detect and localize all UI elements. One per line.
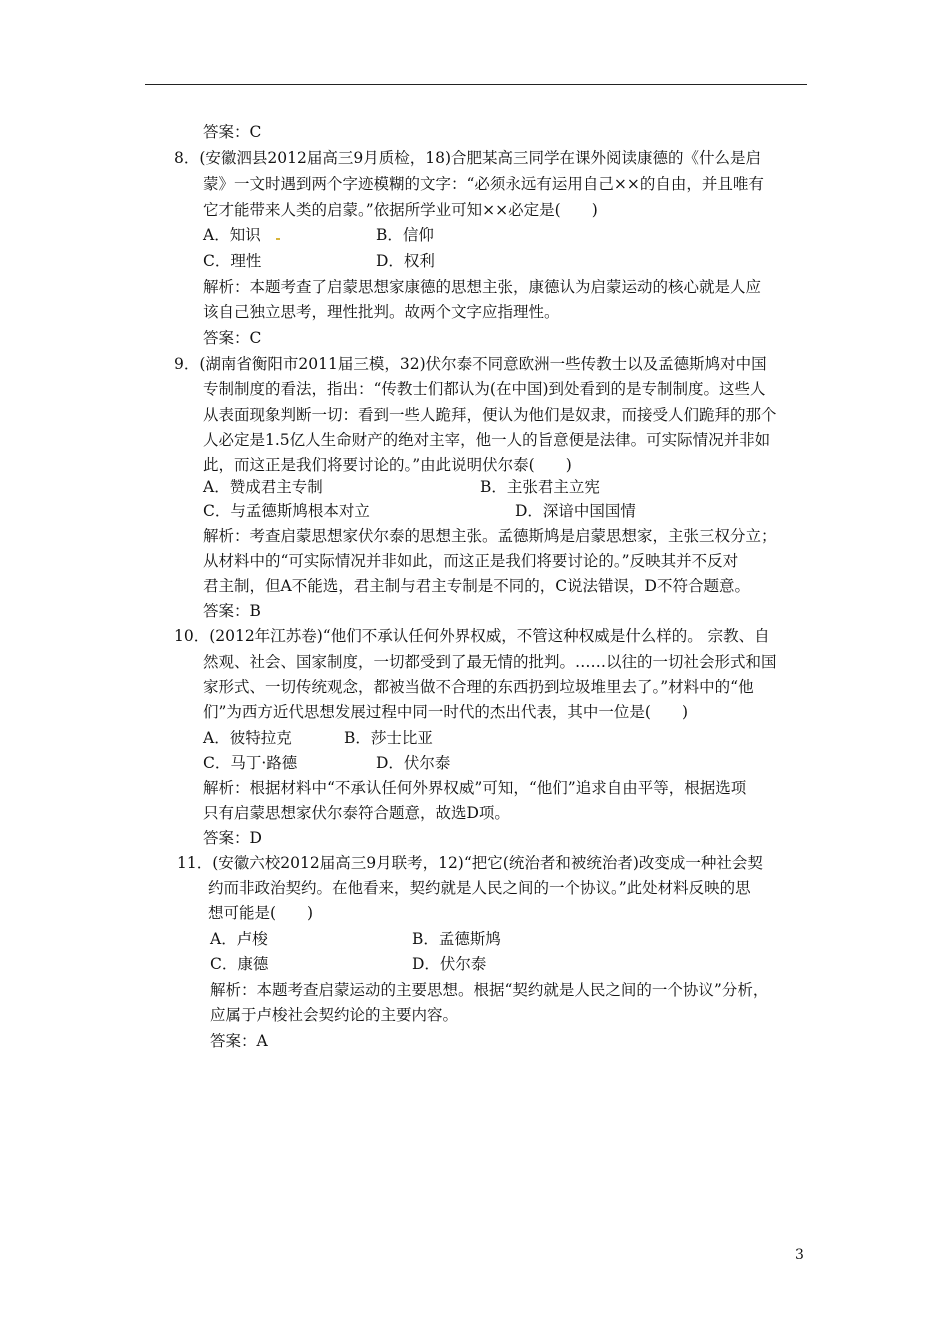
q9-analysis-line-1: 解析：考查启蒙思想家伏尔泰的思想主张。孟德斯鸠是启蒙思想家，主张三权分立； — [203, 527, 777, 545]
q9-analysis-line-3: 君主制，但A不能选，君主制与君主专制是不同的，C说法错误，D不符合题意。 — [203, 577, 750, 595]
q11-analysis-line-1: 解析：本题考查启蒙运动的主要思想。根据“契约就是人民之间的一个协议”分析， — [210, 981, 769, 999]
q9-option-c: C．与孟德斯鸠根本对立 — [203, 502, 370, 520]
q8-stem-line-2: 蒙》一文时遇到两个字迹模糊的文字：“必须永远有运用自己××的自由，并且唯有 — [203, 175, 764, 193]
q10-option-b: B．莎士比亚 — [344, 729, 433, 747]
q11-analysis-line-2: 应属于卢梭社会契约论的主要内容。 — [210, 1006, 459, 1024]
q11-option-c: C．康德 — [210, 955, 269, 973]
q9-stem-line-1: 9．(湖南省衡阳市2011届三模，32)伏尔泰不同意欧洲一些传教士以及孟德斯鸠对中国 — [174, 355, 767, 373]
q8-stem-line-3: 它才能带来人类的启蒙。”依据所学业可知××必定是( ) — [203, 201, 598, 219]
q11-option-b: B．孟德斯鸠 — [412, 930, 501, 948]
q8-option-d: D．权利 — [376, 252, 435, 270]
q10-answer: 答案：D — [203, 829, 262, 847]
q10-stem-line-4: 们”为西方近代思想发展过程中同一时代的杰出代表，其中一位是( ) — [203, 703, 689, 721]
q8-option-a: A．知识 — [203, 226, 261, 244]
q9-option-a: A．赞成君主专制 — [203, 478, 323, 496]
q8-stem-line-1: 8．(安徽泗县2012届高三9月质检，18)合肥某高三同学在课外阅读康德的《什么是启 — [174, 149, 761, 167]
q11-stem-line-1: 11．(安徽六校2012届高三9月联考，12)“把它(统治者和被统治者)改变成一种社会契 — [177, 854, 763, 872]
header-rule — [145, 84, 807, 85]
q9-answer: 答案：B — [203, 602, 261, 620]
q8-option-b: B．信仰 — [376, 226, 434, 244]
q9-stem-line-5: 此，而这正是我们将要讨论的。”由此说明伏尔泰( ) — [203, 456, 572, 474]
q11-option-a: A．卢梭 — [210, 930, 268, 948]
q10-analysis-line-2: 只有启蒙思想家伏尔泰符合题意，故选D项。 — [203, 804, 510, 822]
q8-analysis-line-1: 解析：本题考查了启蒙思想家康德的思想主张，康德认为启蒙运动的核心就是人应 — [203, 278, 762, 296]
q10-stem-line-2: 然观、社会、国家制度，一切都受到了最无情的批判。……以往的一切社会形式和国 — [203, 653, 777, 671]
q11-stem-line-3: 想可能是( ) — [208, 904, 314, 922]
q10-stem-line-3: 家形式、一切传统观念，都被当做不合理的东西扔到垃圾堆里去了。”材料中的“他 — [203, 678, 754, 696]
q9-option-d: D．深谙中国国情 — [515, 502, 636, 520]
page-number: 3 — [795, 1247, 804, 1263]
q8-answer: 答案：C — [203, 329, 262, 347]
q10-option-d: D．伏尔泰 — [376, 754, 451, 772]
q11-option-d: D．伏尔泰 — [412, 955, 487, 973]
q11-stem-line-2: 约而非政治契约。在他看来，契约就是人民之间的一个协议。”此处材料反映的思 — [208, 879, 751, 897]
q9-analysis-line-2: 从材料中的“可实际情况并非如此，而这正是我们将要讨论的。”反映其并不反对 — [203, 552, 739, 570]
q10-stem-line-1: 10．(2012年江苏卷)“他们不承认任何外界权威，不管这种权威是什么样的。 宗教、自 — [174, 627, 770, 645]
q9-option-b: B．主张君主立宪 — [480, 478, 600, 496]
q9-stem-line-2: 专制制度的看法，指出：“传教士们都认为(在中国)到处看到的是专制制度。这些人 — [203, 380, 766, 398]
q10-option-c: C．马丁·路德 — [203, 754, 298, 772]
q8-option-c: C．理性 — [203, 252, 262, 270]
q10-option-a: A．彼特拉克 — [203, 729, 292, 747]
scan-mark — [276, 238, 280, 240]
prev-answer: 答案：C — [203, 123, 262, 141]
q11-answer: 答案：A — [210, 1032, 268, 1050]
q9-stem-line-3: 从表面现象判断一切：看到一些人跪拜，便认为他们是奴隶，而接受人们跪拜的那个 — [203, 406, 777, 424]
q8-analysis-line-2: 该自己独立思考，理性批判。故两个文字应指理性。 — [203, 303, 560, 321]
q9-stem-line-4: 人必定是1.5亿人生命财产的绝对主宰，他一人的旨意便是法律。可实际情况并非如 — [203, 431, 771, 449]
q10-analysis-line-1: 解析：根据材料中“不承认任何外界权威”可知，“他们”追求自由平等，根据选项 — [203, 779, 747, 797]
